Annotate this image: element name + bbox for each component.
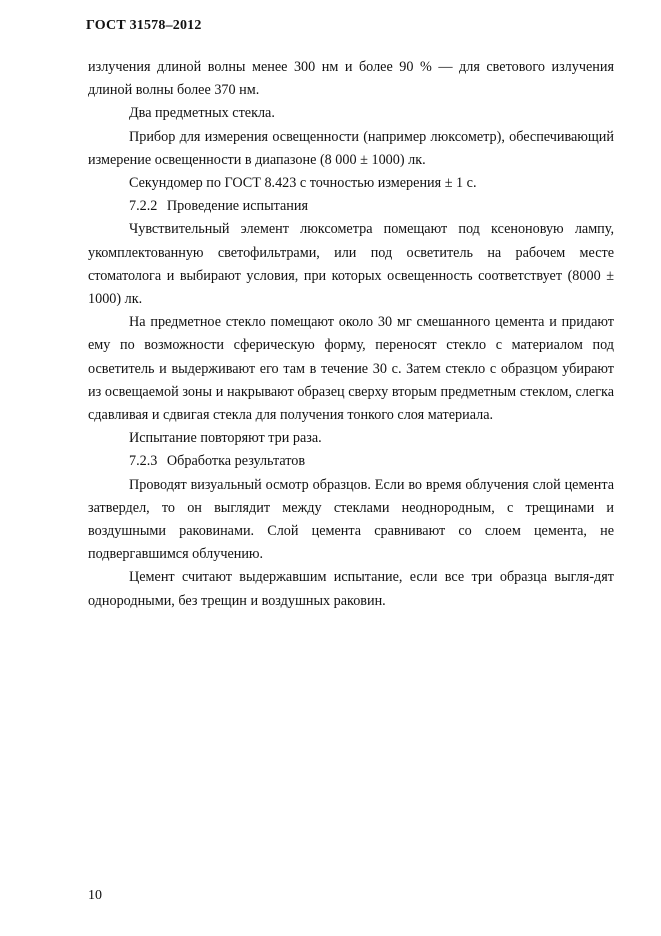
section-number: 7.2.3 [129, 453, 158, 470]
section-title: Проведение испытания [166, 198, 309, 215]
document-header: ГОСТ 31578–2012 [86, 18, 202, 33]
paragraph-repeat-test: Испытание повторяют три раза. [129, 430, 322, 447]
paragraph-sample-procedure: На предметное стекло помещают около 30 мг смешанного цемента и придают ему по возможности сферическую форму, переносят стекло с материалом под осветитель и выдерживают его там в течение 30 с. Затем стекло с образцом убирают из освещаемой зоны и накрывают образец сверху вторым предметным стеклом, слегка сдавливая и сдвигая стекла для получения тонкого слоя материала. [88, 314, 614, 424]
paragraph-stopwatch: Секундомер по ГОСТ 8.423 с точностью измерения ± 1 с. [129, 175, 477, 192]
paragraph-sensor-placement: Чувствительный элемент люксометра помещают под ксеноновую лампу, укомплектованную светофильтрами, или под осветитель на рабочем месте стоматолога и выбирают условия, при которых освещенность соответствует (8000 ± 1000) лк. [88, 221, 614, 308]
document-body [88, 56, 614, 613]
paragraph-light-meter: Прибор для измерения освещенности (например люксометр), обеспечивающий измерение освещенности в диапазоне (8 000 ± 1000) лк. [88, 128, 614, 168]
section-heading-7-2-3 [88, 450, 614, 473]
paragraph-glass-slides: Два предметных стекла. [129, 105, 275, 122]
page-number: 10 [88, 888, 102, 903]
section-heading-7-2-2 [88, 195, 614, 218]
section-number: 7.2.2 [129, 198, 158, 215]
paragraph-visual-inspection: Проводят визуальный осмотр образцов. Если во время облучения слой цемента затвердел, то он выглядит между стеклами неоднородным, с трещинами и воздушными раковинами. Слой цемента сравнивают со слоем цемента, не подвергавшимся облучению. [88, 476, 614, 563]
paragraph-pass-criteria: Цемент считают выдержавшим испытание, если все три образца выгля-дят однородными, без трещин и воздушных раковин. [88, 569, 614, 609]
paragraph-radiation: излучения длиной волны менее 300 нм и более 90 % — для светового излучения длиной волны более 370 нм. [88, 59, 614, 99]
section-title: Обработка результатов [166, 453, 306, 470]
